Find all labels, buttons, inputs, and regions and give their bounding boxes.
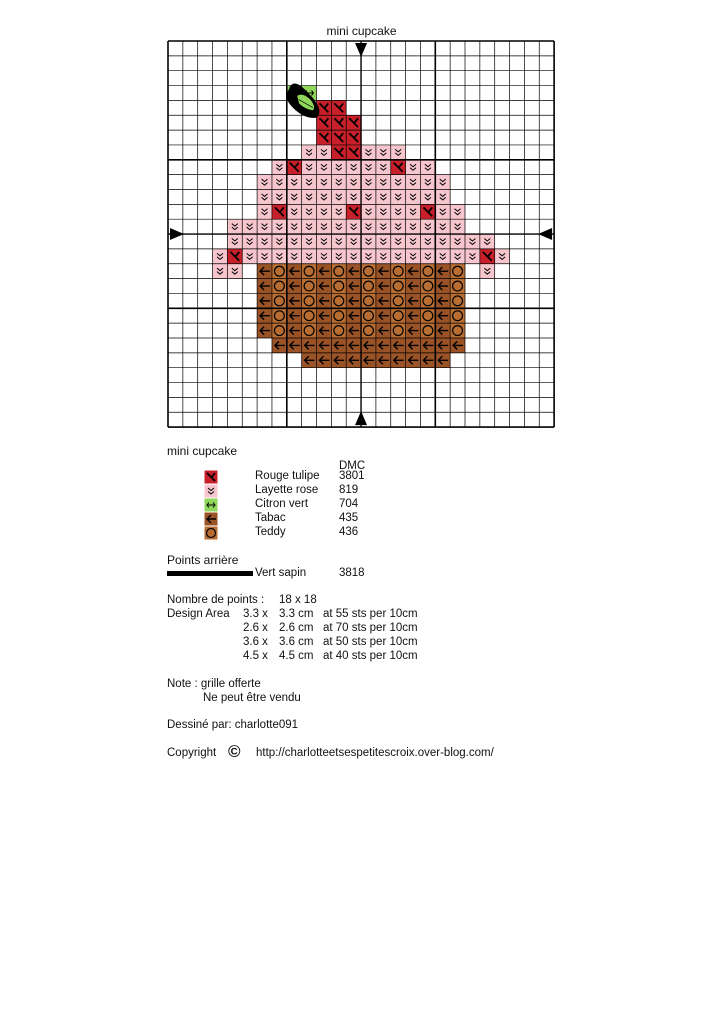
stitch-cell — [376, 293, 391, 308]
stitch-cell — [450, 308, 465, 323]
stitch-cell — [272, 264, 287, 279]
legend-dmc-code: 436 — [339, 526, 359, 538]
stitch-cell — [391, 219, 406, 234]
stitch-cell — [346, 145, 361, 160]
backstitch-code: 3818 — [339, 567, 365, 579]
stitch-cell — [257, 204, 272, 219]
stitch-cell — [361, 308, 376, 323]
stitch-cell — [406, 204, 421, 219]
stitch-cell — [361, 323, 376, 338]
center-arrow-top — [355, 43, 367, 57]
stitch-cell — [406, 338, 421, 353]
stitch-cell — [346, 234, 361, 249]
stitch-cell — [391, 249, 406, 264]
stitch-cell — [346, 293, 361, 308]
stitch-cell — [317, 323, 332, 338]
stitch-cell — [450, 219, 465, 234]
stitch-cell — [287, 279, 302, 294]
stitch-cell — [420, 249, 435, 264]
stitch-cell — [346, 249, 361, 264]
stitch-cell — [361, 249, 376, 264]
stitch-cell — [331, 293, 346, 308]
stitch-cell — [391, 338, 406, 353]
legend-swatch-icon — [204, 526, 218, 540]
stitch-cell — [317, 279, 332, 294]
design-area-h: 4.5 cm — [279, 650, 314, 662]
stitch-cell — [346, 130, 361, 145]
stitch-cell — [272, 204, 287, 219]
design-area-h: 3.3 cm — [279, 608, 314, 620]
stitch-cell — [331, 249, 346, 264]
stitch-cell — [331, 115, 346, 130]
stitch-cell — [435, 264, 450, 279]
stitch-cell — [272, 219, 287, 234]
stitch-cell — [391, 353, 406, 368]
stitch-cell — [420, 234, 435, 249]
stitch-cell — [287, 264, 302, 279]
stitch-cell — [361, 175, 376, 190]
website-link[interactable]: http://charlotteetsespetitescroix.over-blog.com/ — [256, 747, 494, 759]
legend-swatch-icon — [204, 484, 218, 498]
stitch-cell — [391, 204, 406, 219]
stitch-cell — [480, 234, 495, 249]
design-area-rate: at 55 sts per 10cm — [323, 608, 418, 620]
stitch-cell — [346, 264, 361, 279]
stitch-cell — [242, 249, 257, 264]
stitch-cell — [391, 190, 406, 205]
stitch-cell — [406, 323, 421, 338]
stitch-cell — [331, 100, 346, 115]
stitch-cell — [272, 175, 287, 190]
stitch-cell — [302, 249, 317, 264]
stitch-cell — [465, 249, 480, 264]
stitch-cell — [227, 219, 242, 234]
stitch-cell — [302, 293, 317, 308]
stitch-cell — [272, 234, 287, 249]
stitch-cell — [227, 264, 242, 279]
stitch-cell — [420, 204, 435, 219]
stitch-cell — [346, 190, 361, 205]
designer-credit: Dessiné par: charlotte091 — [167, 719, 299, 731]
stitch-cell — [331, 279, 346, 294]
stitch-cell — [406, 353, 421, 368]
stitch-cell — [420, 353, 435, 368]
stitch-cell — [257, 219, 272, 234]
stitch-cell — [331, 160, 346, 175]
stitch-cell — [331, 338, 346, 353]
stitch-cell — [242, 219, 257, 234]
stitch-cell — [331, 204, 346, 219]
copyright-icon: © — [228, 742, 241, 761]
stitch-cell — [406, 160, 421, 175]
stitch-cell — [435, 175, 450, 190]
stitch-cell — [272, 249, 287, 264]
stitch-cell — [480, 249, 495, 264]
stitch-cell — [420, 338, 435, 353]
stitch-cell — [450, 204, 465, 219]
stitch-cell — [420, 264, 435, 279]
stitch-cell — [376, 264, 391, 279]
stitch-cell — [435, 219, 450, 234]
stitch-cell — [376, 145, 391, 160]
design-area-h: 2.6 cm — [279, 622, 314, 634]
stitch-cell — [257, 279, 272, 294]
stitch-cell — [227, 249, 242, 264]
stitch-cell — [450, 338, 465, 353]
stitch-cell — [391, 160, 406, 175]
stitch-cell — [257, 293, 272, 308]
design-area-w: 3.3 x — [243, 608, 268, 620]
stitch-cell — [331, 323, 346, 338]
stitch-cell — [435, 234, 450, 249]
stitch-cell — [391, 145, 406, 160]
backstitch-name: Vert sapin — [255, 567, 307, 579]
stitch-cell — [272, 190, 287, 205]
stitch-cell — [450, 249, 465, 264]
stitch-cell — [391, 234, 406, 249]
backstitch-line-sample — [167, 571, 253, 576]
stitch-cell — [361, 190, 376, 205]
design-area-label: Design Area — [167, 608, 230, 620]
stitch-cell — [420, 190, 435, 205]
stitch-cell — [435, 308, 450, 323]
stitch-cell — [435, 353, 450, 368]
stitch-cell — [406, 234, 421, 249]
stitch-cell — [302, 160, 317, 175]
stitch-cell — [376, 234, 391, 249]
center-arrow-right — [538, 228, 552, 240]
stitch-cell — [391, 323, 406, 338]
stitch-cell — [213, 249, 228, 264]
stitch-cell — [302, 145, 317, 160]
stitch-cell — [391, 264, 406, 279]
stitch-cell — [435, 249, 450, 264]
stitch-cell — [302, 204, 317, 219]
stitch-cell — [361, 264, 376, 279]
stitch-cell — [406, 249, 421, 264]
stitch-cell — [287, 190, 302, 205]
copyright-label: Copyright — [167, 747, 217, 759]
stitch-cell — [346, 323, 361, 338]
stitch-cell — [317, 293, 332, 308]
legend-row — [167, 512, 427, 526]
stitch-cell — [317, 115, 332, 130]
stitch-cell — [302, 219, 317, 234]
stitch-cell — [331, 234, 346, 249]
stitch-cell — [420, 175, 435, 190]
stitch-cell — [420, 160, 435, 175]
stitch-cell — [420, 323, 435, 338]
stitch-cell — [257, 264, 272, 279]
legend-row — [167, 470, 427, 484]
legend-row — [167, 498, 427, 512]
stitch-cell — [361, 204, 376, 219]
note-line-2: Ne peut être vendu — [203, 692, 301, 704]
legend-dmc-code: 704 — [339, 498, 359, 510]
stitch-cell — [346, 353, 361, 368]
stitch-cell — [376, 353, 391, 368]
stitch-cell — [391, 293, 406, 308]
stitch-cell — [420, 279, 435, 294]
stitch-cell — [376, 204, 391, 219]
stitch-cell — [376, 190, 391, 205]
stitch-cell — [391, 279, 406, 294]
stitch-cell — [331, 264, 346, 279]
stitch-cell — [302, 190, 317, 205]
stitch-cell — [317, 264, 332, 279]
stitch-count-value: 18 x 18 — [279, 594, 317, 606]
design-area-rate: at 70 sts per 10cm — [323, 622, 418, 634]
stitch-cell — [346, 308, 361, 323]
stitch-cell — [317, 338, 332, 353]
stitch-cell — [346, 160, 361, 175]
design-area-w: 4.5 x — [243, 650, 268, 662]
legend-swatch-icon — [204, 470, 218, 484]
stitch-cell — [435, 323, 450, 338]
stitch-cell — [302, 175, 317, 190]
stitch-cell — [317, 145, 332, 160]
legend-title: mini cupcake — [167, 444, 238, 458]
stitch-cell — [406, 190, 421, 205]
stitch-cell — [287, 338, 302, 353]
stitch-cell — [317, 353, 332, 368]
stitch-cell — [302, 338, 317, 353]
stitch-cell — [361, 293, 376, 308]
stitch-cell — [287, 249, 302, 264]
stitch-cell — [272, 293, 287, 308]
design-area-w: 2.6 x — [243, 622, 268, 634]
stitch-cell — [213, 264, 228, 279]
stitch-cell — [317, 190, 332, 205]
legend-color-name: Layette rose — [255, 484, 319, 496]
stitch-count-label: Nombre de points : — [167, 594, 265, 606]
cross-stitch-chart — [167, 40, 555, 430]
stitch-cell — [317, 160, 332, 175]
stitch-cell — [420, 219, 435, 234]
design-area-h: 3.6 cm — [279, 636, 314, 648]
stitch-cell — [406, 308, 421, 323]
stitch-cell — [331, 190, 346, 205]
stitch-cell — [406, 219, 421, 234]
stitch-cell — [376, 338, 391, 353]
stitch-cell — [317, 175, 332, 190]
stitch-cell — [376, 175, 391, 190]
stitch-cell — [346, 175, 361, 190]
stitch-cell — [272, 338, 287, 353]
stitch-cell — [450, 293, 465, 308]
stitch-cell — [361, 219, 376, 234]
stitch-cell — [376, 308, 391, 323]
design-area-w: 3.6 x — [243, 636, 268, 648]
stitch-cell — [331, 130, 346, 145]
stitch-cell — [420, 293, 435, 308]
stitch-cell — [302, 279, 317, 294]
stitch-cell — [227, 234, 242, 249]
stitch-cell — [376, 219, 391, 234]
stitch-cell — [331, 175, 346, 190]
stitch-cell — [376, 249, 391, 264]
stitch-cell — [287, 323, 302, 338]
backstitch-title: Points arrière — [167, 553, 239, 567]
stitch-cell — [317, 308, 332, 323]
stitch-cell — [406, 279, 421, 294]
stitch-cell — [287, 204, 302, 219]
stitch-cell — [376, 323, 391, 338]
legend-dmc-header: DMC — [339, 460, 366, 472]
legend-dmc-code: 435 — [339, 512, 359, 524]
stitch-cell — [257, 190, 272, 205]
stitch-cell — [361, 353, 376, 368]
legend-color-name: Tabac — [255, 512, 286, 524]
stitch-cell — [361, 338, 376, 353]
stitch-cell — [361, 279, 376, 294]
stitch-cell — [420, 308, 435, 323]
stitch-cell — [272, 160, 287, 175]
stitch-cell — [257, 308, 272, 323]
stitch-cell — [361, 145, 376, 160]
stitch-cell — [450, 323, 465, 338]
stitch-cell — [302, 308, 317, 323]
legend-swatch-icon — [204, 512, 218, 526]
stitch-cell — [376, 160, 391, 175]
stitch-cell — [257, 175, 272, 190]
center-arrow-left — [170, 228, 184, 240]
stitch-cell — [287, 160, 302, 175]
design-area-rate: at 50 sts per 10cm — [323, 636, 418, 648]
stitch-cell — [465, 234, 480, 249]
legend-dmc-code: 3801 — [339, 470, 365, 482]
stitch-cell — [391, 308, 406, 323]
stitch-cell — [317, 234, 332, 249]
stitch-cell — [450, 279, 465, 294]
stitch-cell — [346, 338, 361, 353]
stitch-cell — [450, 264, 465, 279]
stitch-cell — [257, 234, 272, 249]
legend-color-name: Teddy — [255, 526, 286, 538]
stitch-cell — [346, 204, 361, 219]
stitch-cell — [257, 323, 272, 338]
stitch-cell — [302, 353, 317, 368]
stitch-cell — [317, 219, 332, 234]
legend-swatch-icon — [204, 498, 218, 512]
note-line-1: Note : grille offerte — [167, 678, 261, 690]
stitch-cell — [376, 279, 391, 294]
stitch-cell — [406, 293, 421, 308]
stitch-cell — [435, 204, 450, 219]
center-arrow-bottom — [355, 411, 367, 425]
stitch-cell — [302, 234, 317, 249]
stitch-cell — [302, 264, 317, 279]
stitch-cell — [406, 264, 421, 279]
stitch-cell — [272, 323, 287, 338]
stitch-cell — [287, 234, 302, 249]
stitch-cell — [272, 279, 287, 294]
stitch-cell — [317, 204, 332, 219]
stitch-cell — [406, 175, 421, 190]
stitch-cell — [346, 115, 361, 130]
stitch-cell — [242, 234, 257, 249]
stitch-cell — [361, 160, 376, 175]
design-area-rate: at 40 sts per 10cm — [323, 650, 418, 662]
stitch-cell — [435, 279, 450, 294]
stitch-cell — [317, 249, 332, 264]
stitch-cell — [495, 249, 510, 264]
stitch-cell — [450, 234, 465, 249]
stitch-cell — [302, 323, 317, 338]
stitch-cell — [480, 264, 495, 279]
stitch-cell — [361, 234, 376, 249]
stitch-cell — [287, 308, 302, 323]
stitch-cell — [435, 190, 450, 205]
legend-row — [167, 484, 427, 498]
stitch-cell — [287, 219, 302, 234]
stitch-cell — [331, 145, 346, 160]
stitch-cell — [257, 249, 272, 264]
stitch-cell — [435, 293, 450, 308]
stitch-cell — [331, 353, 346, 368]
legend-dmc-code: 819 — [339, 484, 359, 496]
stitch-cell — [346, 219, 361, 234]
stitch-cell — [272, 308, 287, 323]
stitch-cell — [346, 279, 361, 294]
chart-title: mini cupcake — [326, 24, 397, 38]
stitch-cell — [331, 308, 346, 323]
legend-color-name: Citron vert — [255, 498, 309, 510]
stitch-cell — [331, 219, 346, 234]
legend-color-name: Rouge tulipe — [255, 470, 320, 482]
stitch-cell — [435, 338, 450, 353]
stitch-cell — [287, 293, 302, 308]
stitch-cell — [317, 130, 332, 145]
stitch-cell — [287, 175, 302, 190]
stitch-cell — [391, 175, 406, 190]
legend-row — [167, 526, 427, 540]
